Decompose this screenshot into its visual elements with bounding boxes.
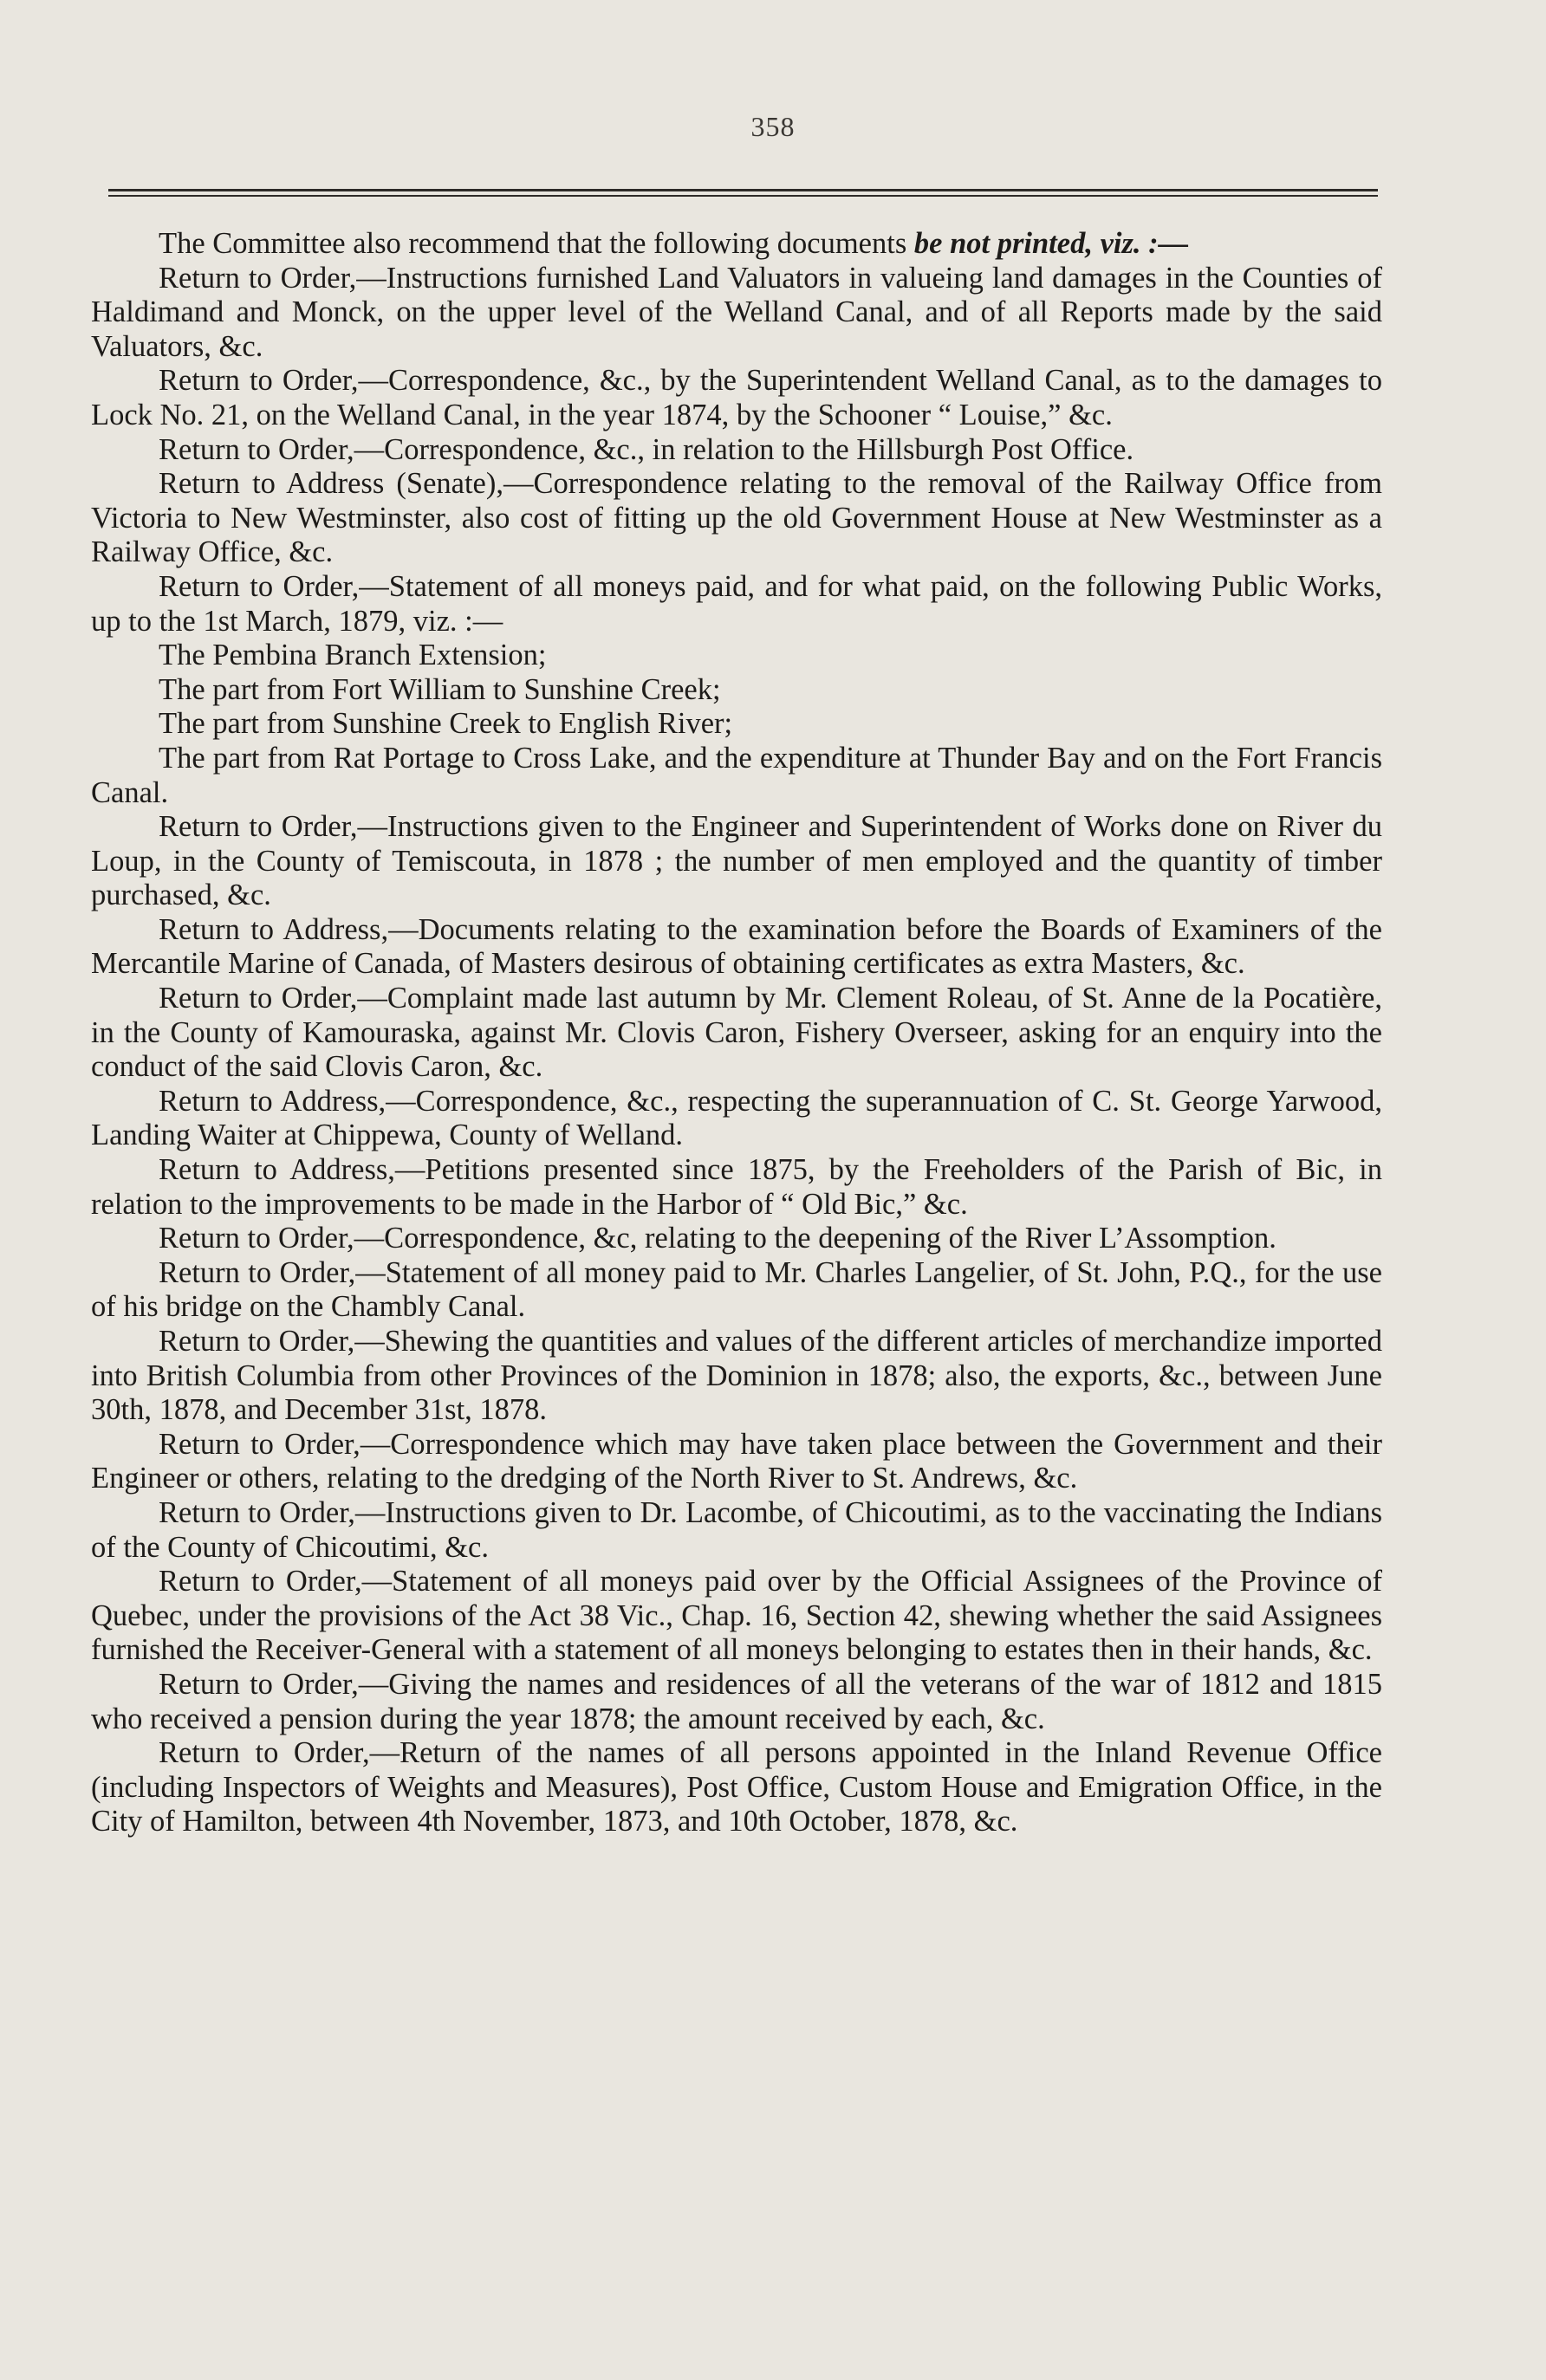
return-paragraph: Return to Order,—Instructions given to Dr. Lacombe, of Chicoutimi, as to the vaccinating the Indians of the County of Chicoutimi, &c. [91, 1495, 1382, 1564]
return-paragraph: Return to Order,—Giving the names and residences of all the veterans of the war of 1812 and 1815 who received a pension during the year 1878; the amount received by each, &c. [91, 1667, 1382, 1735]
return-paragraph: Return to Address,—Petitions presented since 1875, by the Freeholders of the Parish of Bic, in relation to the improvements to be made in the Harbor of “ Old Bic,” &c. [91, 1153, 1382, 1221]
return-paragraph: Return to Order,—Correspondence, &c., in relation to the Hillsburgh Post Office. [159, 432, 1134, 466]
return-paragraph: Return to Address,—Documents relating to the examination before the Boards of Examiners of the Mercantile Marine of Canada, of Masters desirous of obtaining certificates as extra Masters, &c. [91, 912, 1382, 981]
return-paragraph: Return to Order,—Correspondence which may have taken place between the Government and their Engineer or others, relating to the dredging of the North River to St. Andrews, &c. [91, 1427, 1382, 1495]
return-paragraph: Return to Order,—Correspondence, &c., by the Superintendent Welland Canal, as to the damages to Lock No. 21, on the Welland Canal, in the year 1874, by the Schooner “ Louise,” &c. [91, 364, 1382, 431]
return-paragraph: Return to Order,—Instructions given to the Engineer and Superintendent of Works done on River du Loup, in the County of Temiscouta, in 1878 ; the number of men employed and the quantity of timber purchased, &c. [91, 810, 1382, 912]
return-paragraph: Return to Order,—Statement of all moneys paid over by the Official Assignees of the Province of Quebec, under the provisions of the Act 38 Vic., Chap. 16, Section 42, shewing whether the said Assignees furnished the Receiver-General with a statement of all moneys belonging to estates then in their hands, &c. [91, 1565, 1382, 1667]
return-paragraph: Return to Order,—Complaint made last autumn by Mr. Clement Roleau, of St. Anne de la Pocatière, in the County of Kamouraska, against Mr. Clovis Caron, Fishery Overseer, asking for an enquiry into the conduct of the said Clovis Caron, &c. [91, 982, 1382, 1084]
intro-paragraph [91, 227, 1382, 262]
works-list-item: The part from Fort William to Sunshine Creek; [159, 672, 721, 706]
works-list-item: The part from Sunshine Creek to English River; [159, 707, 733, 741]
return-paragraph: Return to Address (Senate),—Correspondence relating to the removal of the Railway Office from Victoria to New Westminster, also cost of fitting up the old Government House at New Westminster as a Railway Office, &c. [91, 467, 1382, 569]
page-number: 358 [750, 111, 796, 142]
return-paragraph: Return to Order,—Instructions furnished Land Valuators in valueing land damages in the Counties of Haldimand and Monck, on the upper level of the Welland Canal, and of all Reports made by the said Valuators, &c. [91, 261, 1382, 363]
return-paragraph: Return to Address,—Correspondence, &c., respecting the superannuation of C. St. George Yarwood, Landing Waiter at Chippewa, County of Welland. [91, 1084, 1382, 1152]
header-rule [108, 189, 1378, 197]
return-paragraph: Return to Order,—Statement of all moneys paid, and for what paid, on the following Public Works, up to the 1st March, 1879, viz. :— [91, 569, 1382, 638]
intro-viz: viz. :— [1100, 227, 1189, 260]
return-paragraph: Return to Order,—Return of the names of all persons appointed in the Inland Revenue Office (including Inspectors of Weights and Measures), Post Office, Custom House and Emigration Office, in the City of Hamilton, between 4th November, 1873, and 10th October, 1878, &c. [91, 1736, 1382, 1839]
intro-text: The Committee also recommend that the following documents [159, 227, 907, 260]
return-paragraph: Return to Order,—Statement of all money paid to Mr. Charles Langelier, of St. John, P.Q., for the use of his bridge on the Chambly Canal. [91, 1255, 1382, 1324]
intro-emphasis: be not printed, [913, 227, 1093, 260]
return-paragraph: Return to Order,—Shewing the quantities and values of the different articles of merchandize imported into British Columbia from other Provinces of the Dominion in 1878; also, the exports, &c., between June 30th, 1878, and December 31st, 1878. [91, 1325, 1382, 1427]
document-body [91, 227, 1382, 1839]
return-paragraph: Return to Order,—Correspondence, &c, relating to the deepening of the River L’Assomption. [159, 1222, 1276, 1255]
works-list-item: The part from Rat Portage to Cross Lake, and the expenditure at Thunder Bay and on the Fort Francis Canal. [91, 741, 1382, 809]
works-list-item: The Pembina Branch Extension; [159, 639, 547, 672]
